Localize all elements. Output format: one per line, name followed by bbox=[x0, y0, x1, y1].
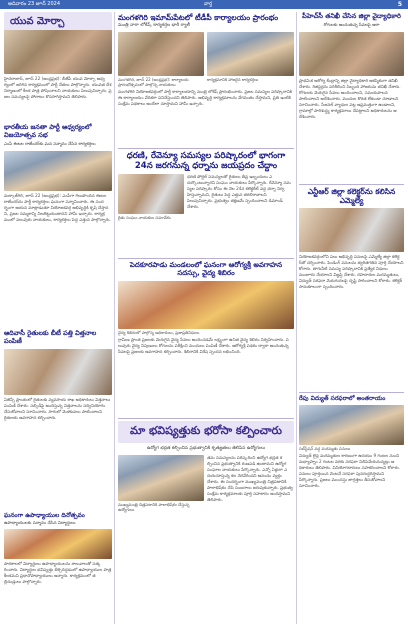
story-divider bbox=[118, 418, 294, 419]
story-headline: ఘనంగా ఉపాధ్యాయుల దినోత్సవం bbox=[4, 512, 85, 519]
story-photo bbox=[207, 32, 294, 76]
photo-caption: కార్యక్రమానికి హాజరైన కార్యకర్తలు bbox=[207, 77, 259, 82]
story-photo bbox=[299, 208, 404, 252]
story-headline: ధరణి, రేవెన్యూ సమస్యల పరిష్కారంలో భాగంగా 24న జరగనున్న ధర్నాను జయప్రదం చేద్దాం bbox=[126, 151, 286, 172]
story-photo bbox=[4, 151, 112, 191]
right-story-3 bbox=[299, 395, 404, 619]
center-story-4 bbox=[118, 421, 294, 605]
story-photo bbox=[4, 30, 112, 74]
story-body: హైదరాబాద్, జూన్ 22 (ఆంధ్రప్రభ): బీజేపీ యువ మోర్చా ఆధ్వర్యంలో జరిగిన కార్యక్రమంలో పార్టీ నేతలు పాల్గొన్నారు. యువత దేశ నిర్మాణంలో కీలక పాత్ర పోషించాలని నాయకులు పిలుపునిచ్చారు. ప్రజల సమస్యలపై పోరాటం కొనసాగిస్తామని తెలిపారు. bbox=[4, 76, 112, 99]
story-divider bbox=[299, 392, 404, 393]
story-headline: రేపు విద్యుత్ సరఫరాలో అంతరాయం bbox=[299, 395, 386, 402]
story-divider bbox=[118, 258, 294, 259]
right-story-1 bbox=[299, 13, 404, 162]
story-photo bbox=[118, 32, 204, 76]
story-divider bbox=[299, 184, 404, 185]
story-headline: మా భవిష్యత్తుకు భరోసా కల్పించారు bbox=[118, 421, 294, 443]
story-subhead: ఉద్యోగ భద్రత కల్పించిన ప్రభుత్వానికి కృతజ్ఞతలు తెలిపిన ఉద్యోగులు bbox=[146, 446, 266, 451]
photo-caption: ముఖ్యమంత్రి చిత్రపటానికి పాలాభిషేకం చేస్తున్న ఉద్యోగులు bbox=[118, 502, 190, 512]
story-subhead: మంత్రి నారా లోకేష్, కార్యకర్తల భారీ ర్యాలీ bbox=[118, 23, 191, 28]
column-divider bbox=[114, 12, 115, 624]
story-body: ఏజెన్సీ ప్రాంతంలో రైతులకు వ్యవసాయ శాఖ అధికారులు విత్తనాలు పంపిణీ చేశారు. సబ్సిడీపై అందిస్తున్న విత్తనాలను సద్వినియోగం చేసుకోవాలని సూచించారు. సాగులో మెళకువలు పాటించాలని రైతులకు అవగాహన కల్పించారు. bbox=[4, 396, 111, 420]
story-headline: మంగళగిరి ఇమామ్‌పేటలో టీడీపీ కార్యాలయం ప్రారంభం bbox=[118, 13, 279, 22]
story-body: తమ సమస్యలను పరిష్కరించి ఉద్యోగ భద్రత కల్పించిన ప్రభుత్వానికి రుణపడి ఉంటామని ఉద్యోగ సంఘాల నాయకులు పేర్కొన్నారు. ఎన్నో ఏళ్లుగా ఎదురుచూస్తున్న కల నెరవేరిందని ఆనందం వ్యక్తం చేశారు. ఈ సందర్భంగా ముఖ్యమంత్రి చిత్రపటానికి పాలాభిషేకం చేసి సంబరాలు జరుపుకున్నారు. ప్రభుత్వ సంక్షేమ కార్యక్రమాలకు పూర్తి సహకారం అందిస్తామని తెలిపారు. bbox=[207, 455, 293, 502]
story-subhead: రోగులకు అందుతున్న సేవలపై ఆరా bbox=[323, 21, 380, 27]
story-body: విద్యుత్ లైన్ల మరమ్మతుల కారణంగా ఉదయం 9 గంటల నుంచి మధ్యాహ్నం 2 గంటల వరకు సరఫరా నిలిపివేయనున్నట్లు అధికారులు తెలిపారు. వినియోగదారులు సహకరించాలని కోరారు. పనులు పూర్తయిన వెంటనే సరఫరా పునరుద్ధరిస్తామని పేర్కొన్నారు. ప్రజలు ముందస్తు జాగ్రత్తలు తీసుకోవాలని సూచించారు. bbox=[299, 453, 400, 489]
photo-caption: మంగళగిరి, జూన్ 22 (ఆంధ్రప్రభ): కార్యాలయ ప్రారంభోత్సవంలో పాల్గొన్న నాయకులు bbox=[118, 77, 189, 87]
page-header bbox=[0, 0, 408, 9]
story-headline: పెదకూరపాడు మండలంలో ఘనంగా ఆరోగ్యశ్రీ అవగాహన సదస్సు, వైద్య శిబిరం bbox=[129, 261, 283, 278]
story-photo bbox=[118, 455, 204, 501]
story-body: ప్రాథమిక ఆరోగ్య కేంద్రాన్ని జిల్లా వైద్యాధికారి ఆకస్మికంగా తనిఖీ చేశారు. రిజిస్టర్లను పరిశీలించి సిబ్బంది హాజరును తనిఖీ చేశారు. రోగులకు మెరుగైన సేవలు అందించాలని, సమయపాలన పాటించాలని ఆదేశించారు. మందుల కొరత లేకుండా చూడాలని సూచించారు. సీజనల్ వ్యాధుల పట్ల అప్రమత్తంగా ఉండాలని, గ్రామాల్లో పారిశుద్ధ్య కార్యక్రమాలు చేపట్టాలని అధికారులను ఆదేశించారు. bbox=[299, 77, 401, 119]
story-body: మల్కాజ్‌గిరి, జూన్ 22 (ఆంధ్రప్రభ): ఎంపీగా గెలుపొందిన ఈటల రాజేందర్‌ను పార్టీ కార్యకర్తలు ఘనంగా సన్మానించారు. ఈ సందర్భంగా ఆయన మాట్లాడుతూ నియోజకవర్గ అభివృద్ధికి కృషి చేస్తానని, ప్రజల నమ్మకాన్ని నిలబెట్టుకుంటానని హామీ ఇచ్చారు. కార్యక్రమంలో పలువురు నాయకులు, కార్యకర్తలు పెద్ద ఎత్తున పాల్గొన్నారు. bbox=[4, 192, 111, 222]
left-story-4 bbox=[4, 512, 112, 627]
story-body: ధరణి పోర్టల్ సమస్యలతో రైతులు తీవ్ర ఇబ్బందులు ఎదుర్కొంటున్నారని సంఘం నాయకులు పేర్కొన్నారు. రేవెన్యూ సమస్యల పరిష్కారం కోసం ఈ నెల 24న కలెక్టరేట్ వద్ద ధర్నా నిర్వహిస్తున్నామని, రైతులు పెద్ద ఎత్తున తరలిరావాలని పిలుపునిచ్చారు. ప్రభుత్వం తక్షణమే స్పందించాలని డిమాండ్ చేశారు. bbox=[187, 174, 291, 210]
story-headline: ఎన్టీఆర్ జిల్లా కలెక్టర్‌ను కలిసిన ఎమ్మెల్యే bbox=[307, 187, 396, 205]
story-body: మంగళగిరి నియోజకవర్గంలో పార్టీ కార్యాలయాన్ని మంత్రి లోకేష్ ప్రారంభించారు. ప్రజల సమస్యల పరిష్కారానికి ఈ కార్యాలయం వేదికగా పనిచేస్తుందని తెలిపారు. అభివృద్ధి కార్యక్రమాలను వేగవంతం చేస్తామని, ప్రతి ఇంటికి సంక్షేమ పథకాలు అందేలా చూస్తామని హామీ ఇచ్చారు. bbox=[118, 89, 292, 106]
story-headline: భారతీయ జనతా పార్టీ ఆధ్వర్యంలో విజయోత్సవ సభ bbox=[4, 123, 92, 139]
photo-caption: వైద్య శిబిరంలో పాల్గొన్న అధికారులు, ప్రజాప్రతినిధులు bbox=[118, 329, 200, 335]
center-story-3 bbox=[118, 261, 294, 399]
story-headline: ఆదివాసీ రైతులకు బీటీ పత్తి విత్తనాల పంపిణీ bbox=[4, 329, 97, 345]
story-divider bbox=[118, 148, 294, 149]
left-story-3 bbox=[4, 330, 112, 475]
story-subhead: ఉపాధ్యాయులకు సన్మానం చేసిన విద్యార్థులు bbox=[4, 520, 76, 526]
story-photo bbox=[4, 349, 112, 395]
page-number: 5 bbox=[397, 1, 402, 8]
photo-caption: రైతు సంఘం నాయకుల సమావేశం bbox=[118, 215, 171, 221]
story-photo bbox=[118, 281, 294, 329]
story-photo bbox=[4, 529, 112, 559]
right-story-2 bbox=[299, 187, 404, 404]
story-photo bbox=[299, 405, 404, 445]
left-story-2 bbox=[4, 124, 112, 289]
photo-caption: సబ్‌స్టేషన్ వద్ద మరమ్మతు పనులు bbox=[299, 446, 351, 452]
column-divider bbox=[296, 12, 297, 624]
issue-date: ఆదివారం 23 జూన్ 2024 bbox=[8, 1, 61, 7]
section-band: యువ మోర్చా bbox=[4, 12, 112, 46]
center-story-1 bbox=[118, 13, 294, 137]
story-photo bbox=[118, 174, 184, 214]
story-body: పాఠశాలలో విద్యార్థులు ఉపాధ్యాయులను శాలువాలతో సత్కరించారు. విద్యార్థుల భవిష్యత్తు తీర్చిదిద్దడంలో ఉపాధ్యాయుల పాత్ర కీలకమని ప్రధానోపాధ్యాయులు అన్నారు. కార్యక్రమంలో తల్లిదండ్రులు పాల్గొన్నారు. bbox=[4, 561, 112, 585]
center-story-2 bbox=[118, 151, 294, 256]
story-photo bbox=[299, 32, 404, 76]
story-body: నియోజకవర్గంలోని పలు అభివృద్ధి పనులపై ఎమ్మెల్యే జిల్లా కలెక్టర్‌తో చర్చించారు. పెండింగ్ పనులను త్వరితగతిన పూర్తి చేయాలని కోరారు. తాగునీటి సమస్య పరిష్కారానికి ప్రత్యేక నిధులు మంజూరు చేయాలని విజ్ఞప్తి చేశారు. రహదారుల మరమ్మతులు, విద్యుత్ సరఫరా మెరుగుదలపై దృష్టి సారించాలని కోరారు. కలెక్టర్ సానుకూలంగా స్పందించారు. bbox=[299, 254, 404, 289]
story-body: గ్రామీణ ప్రాంత ప్రజలకు మెరుగైన వైద్య సేవలు అందించడమే లక్ష్యంగా ఉచిత వైద్య శిబిరం నిర్వహించారు. పలువురు వైద్య నిపుణులు రోగులను పరీక్షించి మందులు పంపిణీ చేశారు. ఆరోగ్యశ్రీ పథకం ద్వారా అందుతున్న సేవలపై ప్రజలకు అవగాహన కల్పించారు. శిబిరానికి విశేష స్పందన లభించింది. bbox=[118, 336, 289, 354]
story-subhead: ఎంపీ ఈటల రాజేందర్‌కు ఘన సన్మానం చేసిన కార్యకర్తలు bbox=[4, 140, 96, 146]
left-story-1 bbox=[4, 30, 112, 118]
masthead-logo: వార్త bbox=[203, 1, 213, 7]
story-headline: పీహెచ్‌సీ తనిఖీ చేసిన జిల్లా వైద్యాధికారి bbox=[302, 12, 401, 20]
